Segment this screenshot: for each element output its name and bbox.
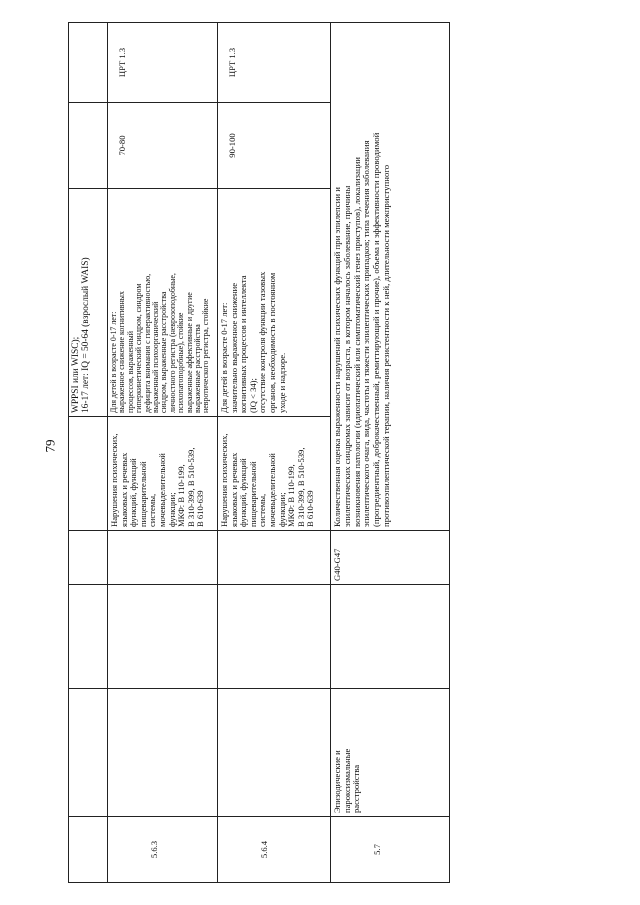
cell-num [108,817,218,883]
page-number: 79 [42,439,58,453]
reference-code: ЦРТ 1.3 [227,47,237,78]
text-line: WPPSI или WISC); [71,336,81,413]
text-line: противоэпилептической терапии, наличия резистентности к ней, длительности межприступного [380,164,391,527]
row-number: 5.6.3 [149,840,159,859]
icd-code: G40-G47 [332,548,342,581]
text-line: B 310-399, B 510-539, [185,447,196,527]
disability-criteria-table [68,22,450,883]
text-line: функции; [166,492,177,527]
text-line: пищеварительной [137,461,148,527]
text-line: синдром, выраженные расстройства [159,291,169,413]
cell-percent [108,103,218,189]
cell-dysfunction [69,417,108,531]
row-number: 5.7 [372,844,382,855]
text-line: эпилептических синдромах зависит от возраста, в котором началось заболевание, причины [341,185,352,527]
text-line: мочевыделительной [156,453,167,527]
rotated-table-container [68,23,498,883]
text-line: Нарушения психических, [219,433,229,527]
cell-ref [218,23,331,103]
text-line: личностного регистра (неврозоподобные, [167,273,177,413]
text-line: выраженное снижение когнитивных [117,291,127,413]
row-number: 5.6.4 [259,840,269,859]
text-line: Эпизодические и [332,750,342,813]
cell-blank [331,585,450,689]
cell-disease [218,689,331,817]
text-line: возникновения патологии (идиопатический или симптоматический генез приступов), локализации [351,157,362,527]
text-line: функции; [276,492,287,527]
cell-num [69,817,108,883]
text-line: мочевыделительной [266,453,277,527]
table-row [331,23,450,883]
cell-disease [331,689,450,817]
text-line: гиперкинетический синдром, синдром [134,283,144,413]
cell-blank [69,585,108,689]
text-line: пищеварительной [247,461,258,527]
cell-ref [108,23,218,103]
cell-criteria [218,189,331,417]
cell-percent [218,103,331,189]
text-line: психопатоподобные), стойкие [176,312,186,413]
text-line: органов, необходимость в постоянном [266,272,277,413]
cell-code [331,531,450,585]
cell-code [218,531,331,585]
text-line: выраженный психоорганический [151,301,161,413]
text-line: B 610-639 [195,490,206,527]
cell-dysfunction [108,417,218,531]
cell-criteria [108,189,218,417]
severity-percent: 70-80 [117,135,127,156]
text-line: Для детей в возрасте 0-17 лет: [219,302,229,413]
text-line: Количественная оценка выраженности нарушений психических функций при эпилепсии и [332,187,342,527]
text-line: Для детей в возрасте 0-17 лет: [109,311,118,413]
text-line: невротического регистра, стойкие [201,298,211,413]
text-line: 16-17 лет: IQ = 50-64 (взрослый WAIS) [81,257,92,413]
severity-percent: 90-100 [227,133,237,158]
text-line: выраженные расстройства [193,324,203,413]
text-line: расстройства [351,764,362,813]
text-line: уходе и надзоре. [276,352,287,413]
text-line: языковых и речевых [118,452,129,527]
text-line: значительно выраженное снижение [228,282,239,413]
text-line: дефицита внимания с гиперактивностью, [142,273,152,413]
cell-disease [69,689,108,817]
text-line: отсутствие контроля функции тазовых [257,271,268,413]
cell-criteria [69,189,108,417]
text-line: эпилептического очага, вида, частоты и тяжести эпилептических припадков; типа течения заболевания [361,140,372,527]
cell-num [331,817,450,883]
cell-blank [218,585,331,689]
cell-dysfunction [218,417,331,531]
cell-code [108,531,218,585]
text-line: функций, функций [238,458,249,527]
cell-note [331,23,450,531]
cell-disease [108,689,218,817]
cell-percent [69,103,108,189]
text-line: МКФ: B 110-199, [176,464,187,527]
cell-num [218,817,331,883]
cell-code [69,531,108,585]
text-line: когнитивных процессов и интеллекта [238,275,249,413]
cell-blank [108,585,218,689]
table-row [108,23,218,883]
text-line: системы, [257,493,268,527]
text-line: системы, [147,493,158,527]
text-line: B 610-639 [305,490,316,527]
text-line: функций, функций [128,458,139,527]
table-row [69,23,108,883]
text-line: (прогредиентный, доброкачественный, ремиттирующий и прочие), объема и эффективности проводимой [371,132,382,527]
cell-ref [69,23,108,103]
text-line: процессов, выраженный [125,331,135,413]
text-line: (IQ < 34); [247,378,258,413]
text-line: пароксизмальные [341,748,352,813]
text-line: Нарушения психических, [109,433,119,527]
text-line: выраженные аффективные и другие [184,292,194,413]
table-row [218,23,331,883]
reference-code: ЦРТ 1.3 [117,47,127,78]
text-line: B 310-399, B 510-539, [295,447,306,527]
text-line: языковых и речевых [228,452,239,527]
text-line: МКФ: B 110-199, [286,464,297,527]
